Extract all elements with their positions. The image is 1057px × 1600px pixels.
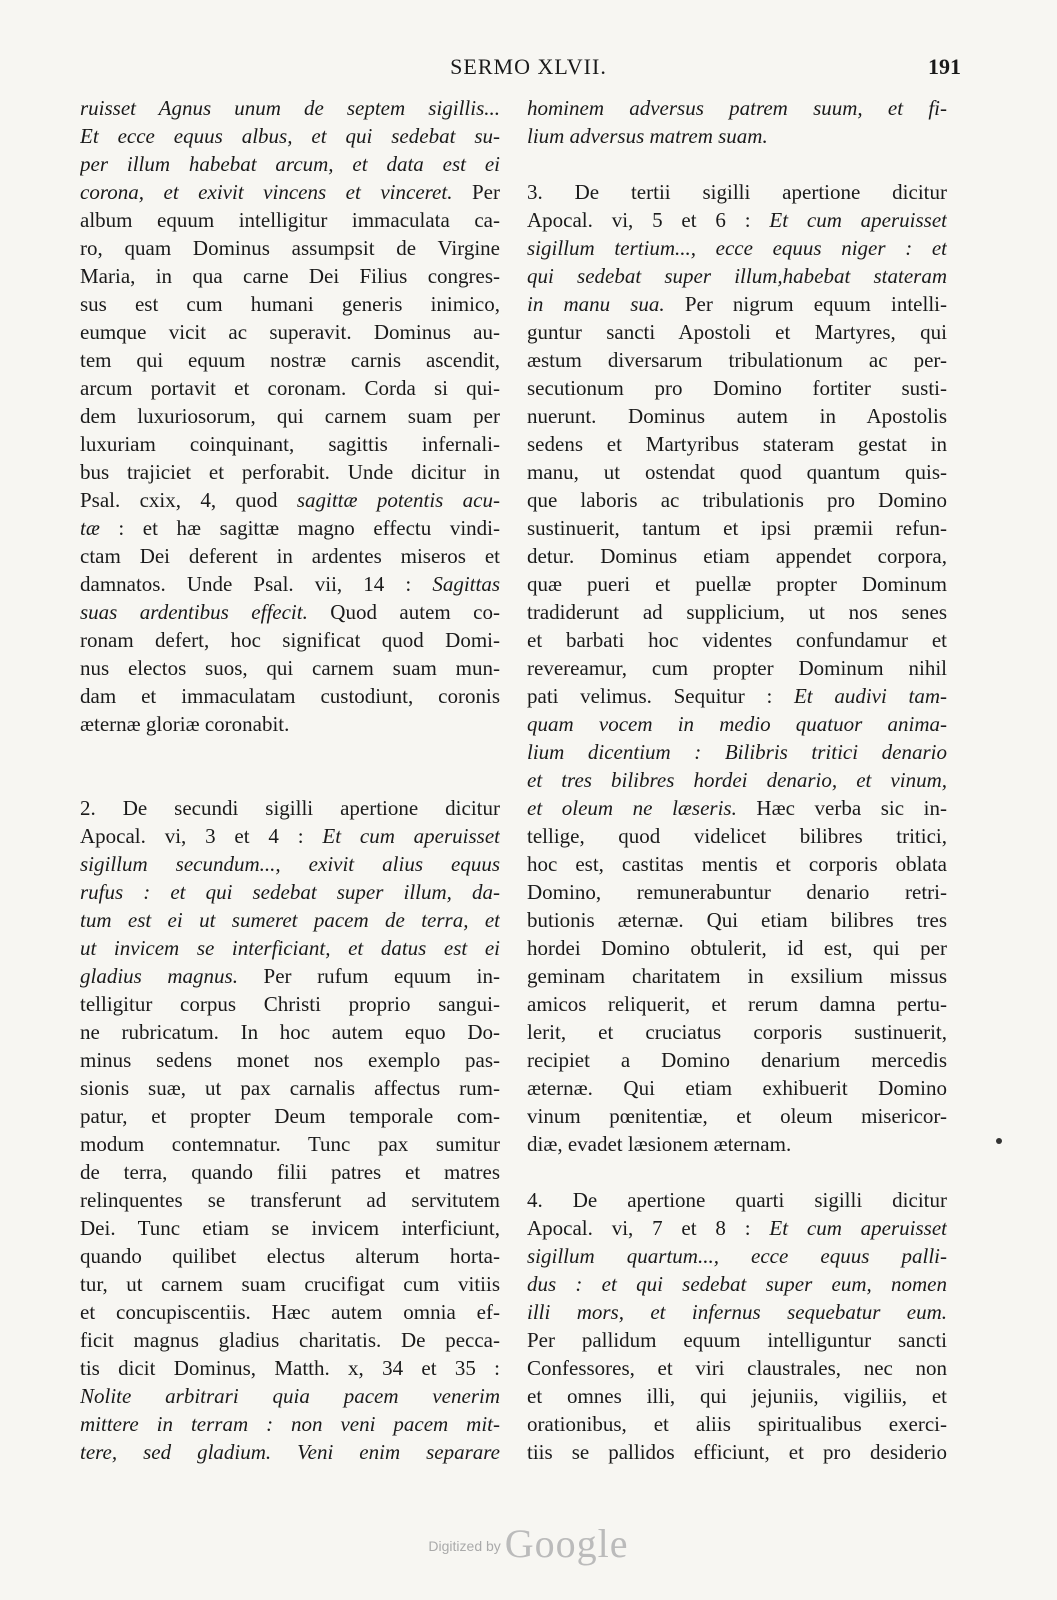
text-line: arcum portavit et coronam. Corda si qui-: [80, 376, 500, 400]
text-line: sedens et Martyribus stateram gestat in: [527, 432, 947, 456]
text-line: dam et immaculatam custodiunt, coronis: [80, 684, 500, 708]
text-line: in manu sua. Per nigrum equum intelli-: [527, 292, 947, 316]
running-title: SERMO XLVII.: [450, 54, 607, 79]
text-line: eumque vicit ac superavit. Dominus au-: [80, 320, 500, 344]
page-number: 191: [928, 54, 961, 79]
text-line: gladius magnus. Per rufum equum in-: [80, 964, 500, 988]
text-line: 3. De tertii sigilli apertione dicitur: [527, 180, 947, 204]
text-line: patur, et propter Deum temporale com-: [80, 1104, 500, 1128]
text-line: æternæ. Qui etiam exhibuerit Domino: [527, 1076, 947, 1100]
text-line: tæ : et hæ sagittæ magno effectu vindi-: [80, 516, 500, 540]
text-line: lium adversus matrem suam.: [527, 124, 768, 148]
text-line: et concupiscentiis. Hæc autem omnia ef-: [80, 1300, 500, 1324]
digitization-watermark: [0, 1520, 1057, 1567]
text-line: diæ, evadet læsionem æternam.: [527, 1132, 792, 1156]
text-line: luxuriam coinquinant, sagittis infernali-: [80, 432, 500, 456]
text-line: quæ pueri et puellæ propter Dominum: [527, 572, 947, 596]
text-line: per illum habebat arcum, et data est ei: [80, 152, 500, 176]
text-line: quam vocem in medio quatuor anima-: [527, 712, 947, 736]
text-line: revereamur, cum propter Dominum nihil: [527, 656, 947, 680]
text-line: ronam defert, hoc significat quod Domi-: [80, 628, 500, 652]
text-line: Apocal. vi, 3 et 4 : Et cum aperuisset: [80, 824, 500, 848]
text-line: et oleum ne læseris. Hæc verba sic in-: [527, 796, 947, 820]
text-line: relinquentes se transferunt ad servitutem: [80, 1188, 500, 1212]
text-line: Psal. cxix, 4, quod sagittæ potentis acu-: [80, 488, 500, 512]
text-line: de terra, quando filii patres et matres: [80, 1160, 500, 1184]
text-line: Per pallidum equum intelliguntur sancti: [527, 1328, 947, 1352]
text-line: tere, sed gladium. Veni enim separare: [80, 1440, 500, 1464]
text-line: mittere in terram : non veni pacem mit-: [80, 1412, 500, 1436]
text-line: vinum pœnitentiæ, et oleum misericor-: [527, 1104, 947, 1128]
text-line: 2. De secundi sigilli apertione dicitur: [80, 796, 500, 820]
text-line: quando quilibet electus alterum horta-: [80, 1244, 500, 1268]
paragraph-gap: [527, 150, 947, 178]
text-line: lium dicentium : Bilibris tritici denario: [527, 740, 947, 764]
text-line: manu, ut ostendat quod quantum quis-: [527, 460, 947, 484]
text-line: qui sedebat super illum,habebat stateram: [527, 264, 947, 288]
text-line: sigillum secundum..., exivit alius equus: [80, 852, 500, 876]
text-line: geminam charitatem in exsilium missus: [527, 964, 947, 988]
text-line: hordei Domino obtulerit, id est, qui per: [527, 936, 947, 960]
left-column: [80, 94, 500, 1466]
text-line: sionis suæ, ut pax carnalis affectus rum-: [80, 1076, 500, 1100]
text-line: ficit magnus gladius charitatis. De pecca-: [80, 1328, 500, 1352]
text-line: recipiet a Domino denarium mercedis: [527, 1048, 947, 1072]
text-line: secutionum pro Domino fortiter susti-: [527, 376, 947, 400]
text-line: illi mors, et infernus sequebatur eum.: [527, 1300, 947, 1324]
text-line: tradiderunt ad supplicium, ut nos senes: [527, 600, 947, 624]
text-line: æternæ gloriæ coronabit.: [80, 712, 290, 736]
text-line: Apocal. vi, 7 et 8 : Et cum aperuisset: [527, 1216, 947, 1240]
text-line: æstum diversarum tribulationum ac per-: [527, 348, 947, 372]
text-line: amicos reliquerit, et rerum damna pertu-: [527, 992, 947, 1016]
text-line: tiis se pallidos efficiunt, et pro desiderio: [527, 1440, 947, 1464]
text-line: sigillum quartum..., ecce equus palli-: [527, 1244, 947, 1268]
paragraph-gap: [527, 1158, 947, 1186]
text-line: dem luxuriosorum, qui carnem suam per: [80, 404, 500, 428]
text-line: pati velimus. Sequitur : Et audivi tam-: [527, 684, 947, 708]
text-line: nus electos suos, qui carnem suam mun-: [80, 656, 500, 680]
text-line: tum est ei ut sumeret pacem de terra, et: [80, 908, 500, 932]
text-line: sus est cum humani generis inimico,: [80, 292, 500, 316]
text-line: ruisset Agnus unum de septem sigillis...: [80, 96, 500, 120]
text-line: hoc est, castitas mentis et corporis oblata: [527, 852, 947, 876]
text-line: rufus : et qui sedebat super illum, da-: [80, 880, 500, 904]
text-line: modum contemnatur. Tunc pax sumitur: [80, 1132, 500, 1156]
text-line: Maria, in qua carne Dei Filius congres-: [80, 264, 500, 288]
text-line: que laboris ac tribulationis pro Domino: [527, 488, 947, 512]
text-line: nuerunt. Dominus autem in Apostolis: [527, 404, 947, 428]
text-line: suas ardentibus effecit. Quod autem co-: [80, 600, 500, 624]
text-line: lerit, et cruciatus corporis sustinuerit,: [527, 1020, 947, 1044]
text-line: Et ecce equus albus, et qui sedebat su-: [80, 124, 500, 148]
google-logo: Google: [504, 1521, 629, 1566]
text-line: telligitur corpus Christi proprio sangui-: [80, 992, 500, 1016]
text-line: damnatos. Unde Psal. vii, 14 : Sagittas: [80, 572, 500, 596]
text-line: Dei. Tunc etiam se invicem interficiunt,: [80, 1216, 500, 1240]
text-line: Domino, remunerabuntur denario retri-: [527, 880, 947, 904]
text-line: hominem adversus patrem suum, et fi-: [527, 96, 947, 120]
text-line: tur, ut carnem suam crucifigat cum vitiis: [80, 1272, 500, 1296]
text-line: Nolite arbitrari quia pacem venerim: [80, 1384, 500, 1408]
text-line: butionis æternæ. Qui etiam bilibres tres: [527, 908, 947, 932]
text-line: sustinuerit, tantum et ipsi præmii refun-: [527, 516, 947, 540]
text-line: ut invicem se interficiant, et datus est ei: [80, 936, 500, 960]
text-line: detur. Dominus etiam appendet corpora,: [527, 544, 947, 568]
text-line: minus sedens monet nos exemplo pas-: [80, 1048, 500, 1072]
text-line: bus trajiciet et perforabit. Unde dicitur in: [80, 460, 500, 484]
text-line: guntur sancti Apostoli et Martyres, qui: [527, 320, 947, 344]
right-column: [527, 94, 947, 1466]
text-line: dus : et qui sedebat super eum, nomen: [527, 1272, 947, 1296]
text-line: tellige, quod videlicet bilibres tritici,: [527, 824, 947, 848]
text-line: Apocal. vi, 5 et 6 : Et cum aperuisset: [527, 208, 947, 232]
text-line: orationibus, et aliis spiritualibus exerci-: [527, 1412, 947, 1436]
text-line: corona, et exivit vincens et vinceret. Per: [80, 180, 500, 204]
running-header: [0, 50, 1057, 84]
text-line: ne rubricatum. In hoc autem equo Do-: [80, 1020, 500, 1044]
ink-spot: [996, 1138, 1002, 1144]
text-line: sigillum tertium..., ecce equus niger : et: [527, 236, 947, 260]
text-line: 4. De apertione quarti sigilli dicitur: [527, 1188, 947, 1212]
text-line: et tres bilibres hordei denario, et vinum,: [527, 768, 947, 792]
text-line: Confessores, et viri claustrales, nec non: [527, 1356, 947, 1380]
text-line: tis dicit Dominus, Matth. x, 34 et 35 :: [80, 1356, 500, 1380]
paragraph-gap: [80, 738, 500, 794]
text-line: ro, quam Dominus assumpsit de Virgine: [80, 236, 500, 260]
text-line: tem qui equum nostræ carnis ascendit,: [80, 348, 500, 372]
text-line: et omnes illi, qui jejuniis, vigiliis, et: [527, 1384, 947, 1408]
text-line: et barbati hoc videntes confundamur et: [527, 628, 947, 652]
text-line: album equum intelligitur immaculata ca-: [80, 208, 500, 232]
text-line: ctam Dei deferent in ardentes miseros et: [80, 544, 500, 568]
digitized-by-label: Digitized by: [428, 1538, 501, 1554]
